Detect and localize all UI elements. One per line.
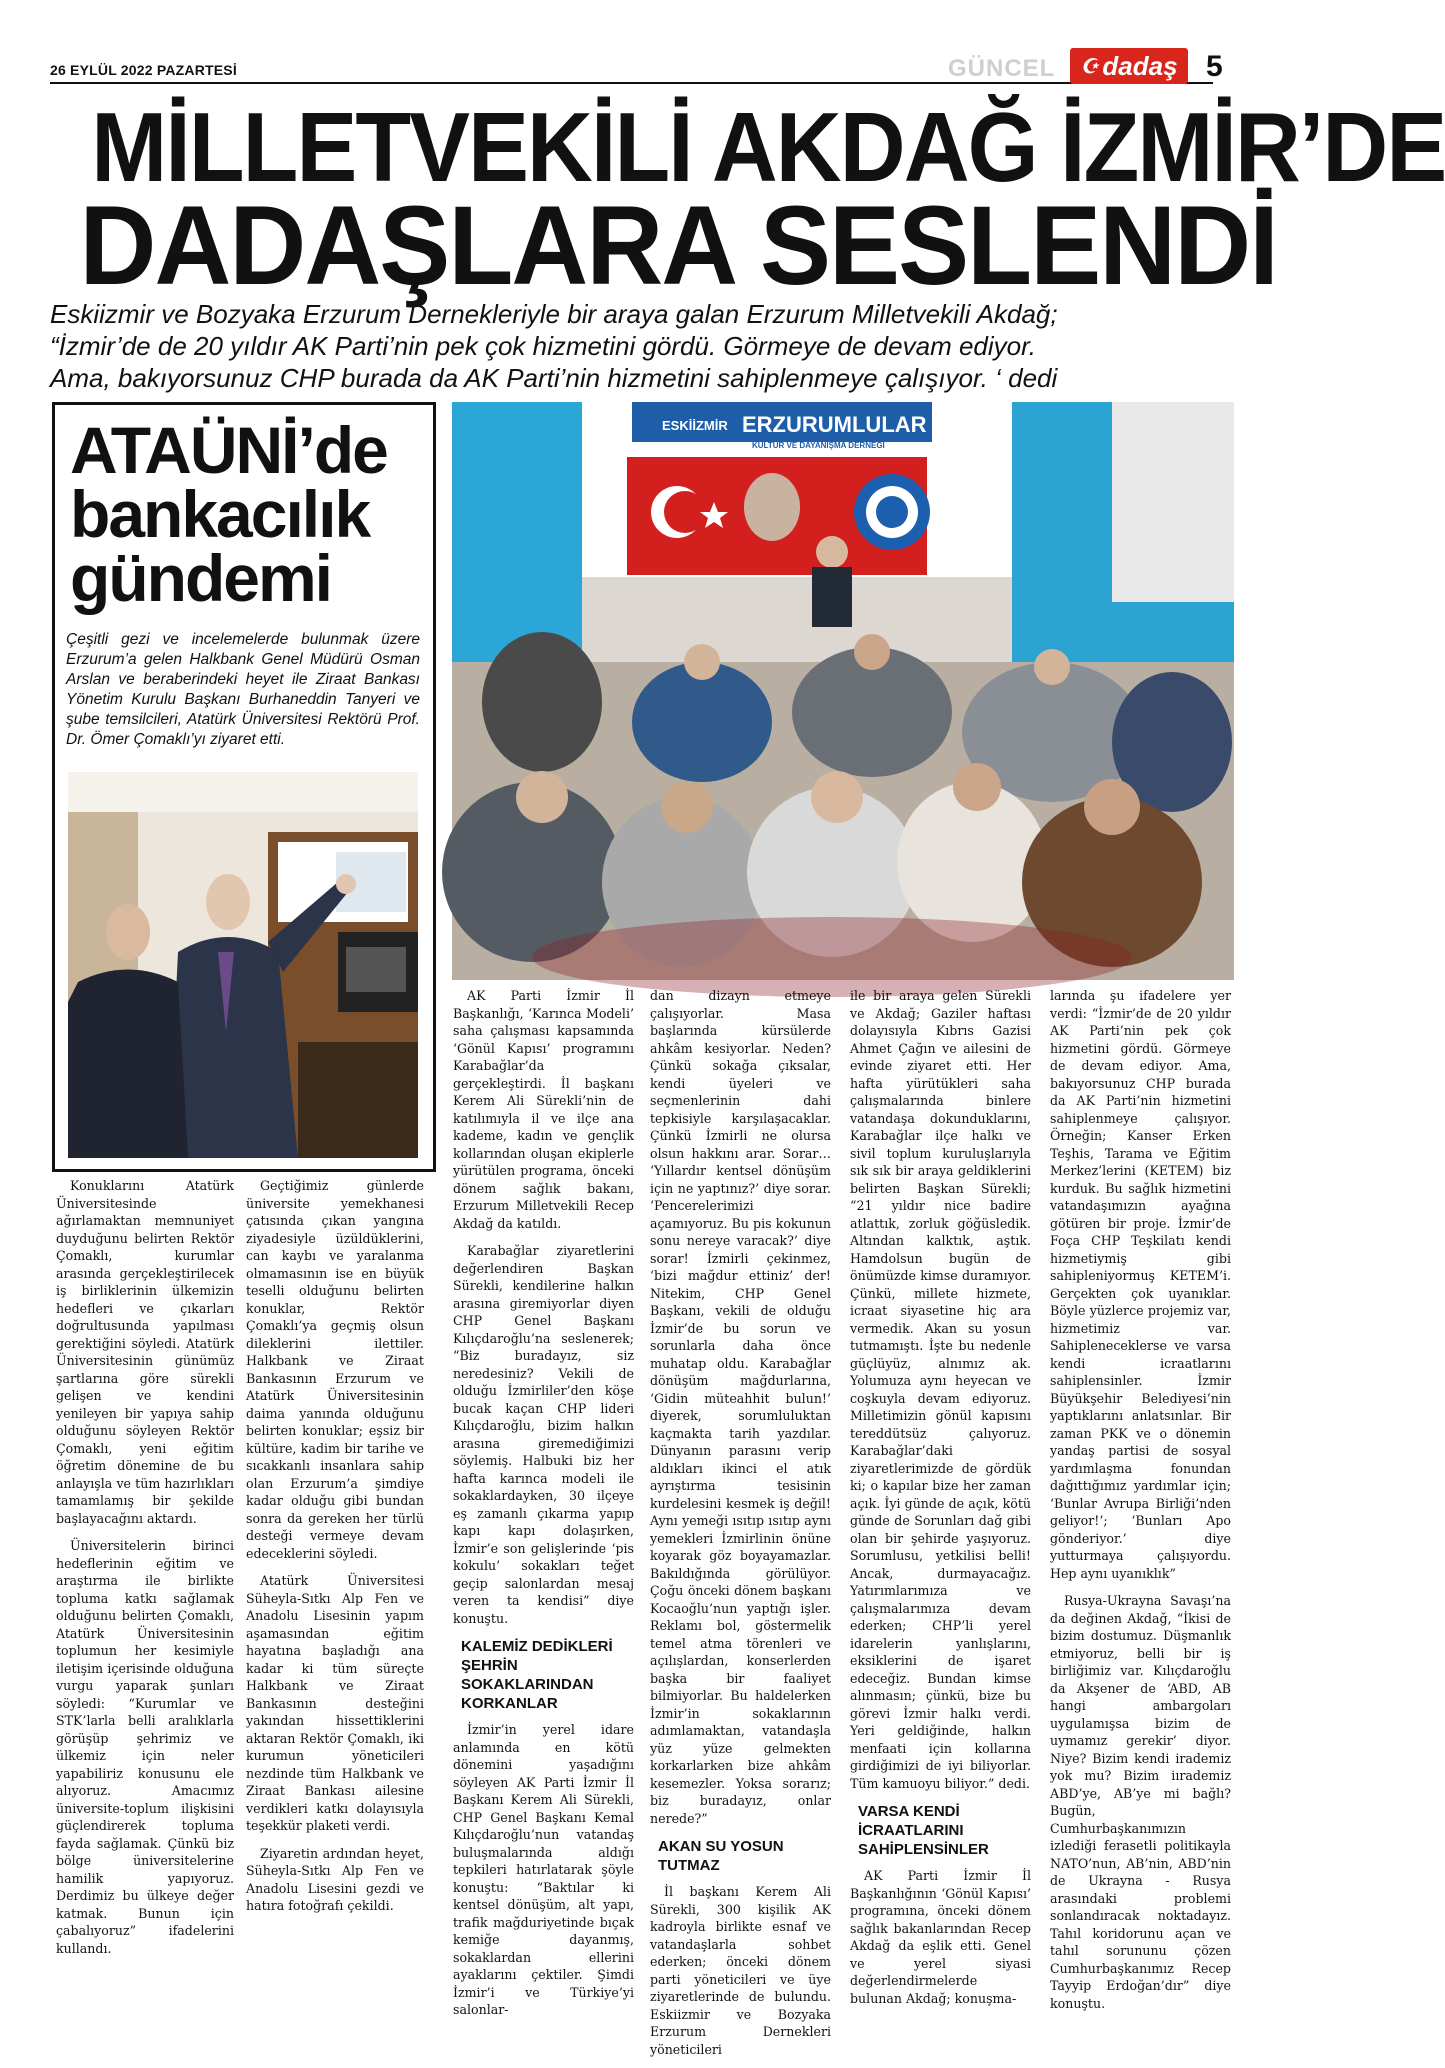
logo-text: dadaş — [1102, 50, 1178, 81]
paragraph: Ziyaretin ardından heyet, Süheyla-Sıtkı Alp Fen ve Anadolu Lisesini gezdi ve hatıra fotoğrafı çekildi. — [246, 1845, 424, 1913]
paragraph: Atatürk Üniversitesi Süheyla-Sıtkı Alp Fen ve Anadolu Lisesinin yapım aşamasından eğitim hayatına başladığı ana kadar ki tüm süreçte Halkbank ve Ziraat Bankasının desteğini yakından hissettiklerini aktaran Rektör Çomaklı, iki kurumun yöneticileri nezdinde tüm Halkbank ve Ziraat Bankası ailesine verdikleri katkı dolayısıyla teşekkür plaketi verdi. — [246, 1573, 424, 1833]
spot-line-1: Eskiizmir ve Bozyaka Erzurum Dernekleriyle bir araya galan Erzurum Milletvekili Akdağ; — [50, 299, 1058, 329]
paragraph: Geçtiğimiz günlerde üniversite yemekhanesi çatısında çıkan yangına ziyadesiyle üzüldüklerini, can kaybı ve yaralanma olmamasının ise en büyük teselli olduğunu belirten konuklar, Rektör Çomaklı’ya geçmiş olsun dileklerini ilettiler. Halkbank ve Ziraat Bankasının Erzurum ve Atatürk Üniversitesinin daima yanında olduğunu belirten konuklar; eşsiz bir kültüre, kadim bir tarihe ve sıcakkanlı insanlara sahip olan Erzurum’a şimdiye kadar olduğu gibi bundan sonra da gereken her türlü desteği vermeye devam edeceklerini söyledi. — [246, 1178, 424, 1561]
crescent-star-icon: ☪ — [1080, 55, 1099, 78]
paragraph: İzmir’in yerel idare anlamında en kötü dönemini yaşadığını söyleyen AK Parti İzmir İl Başkanı Kerem Ali Sürekli, CHP Genel Başkanı Kemal Kılıçdaroğlu’nun vatandaş buluşmalarında aldığı tepkileri hatırlatarak şöyle konuştu: “Baktılar ki kentsel dönüşüm, alt yapı, trafik mağduriyetinde bıçak kemiğe dayanmış, sokaklardan ellerini ayaklarını çektiler. Şimdi İzmir’i ve Türkiye’yi salonlar- — [453, 1722, 634, 2017]
spot-line-3: Ama, bakıyorsunuz CHP burada da AK Parti’nin hizmetini sahiplenmeye çalışıyor. ‘ dedi — [50, 363, 1058, 393]
paragraph: AK Parti İzmir İl Başkanlığının ‘Gönül Kapısı’ programına, önceki dönem sağlık bakanlarından Recep Akdağ da eşlik etti. Genel ve yerel siyasi değerlendirmelerde bulunan Akdağ; konuşma- — [850, 1868, 1031, 2006]
paragraph: larında şu ifadelere yer verdi: “İzmir’de de 20 yıldır AK Parti’nin pek çok hizmetini gördü. Görmeye de devam ediyor. Ama, bakıyorsunuz CHP burada da AK Parti’nin hizmetini sahiplenmeye çalışıyor. Örneğin; Kanser Erken Teşhis, Tarama ve Eğitim Merkez’lerini (KETEM) biz kurduk. Bu sağlık hizmetini vatandaşımızın ayağına götüren bir proje. İzmir’de Foça CHP Teşkilatı kendi hizmetiymiş gibi sahipleniyormuş KETEM’i. Gerçekten çok uyanıklar. Böyle yüzlerce projemiz var, hizmetimiz var. Sahipleneceklerse ve varsa kendi icraatlarını sahiplensinler. İzmir Büyükşehir Belediyesi’nin yaptıklarını anlatsınlar. Bir zaman PKK ve o dönemin yandaş partisi de sosyal yardımlaşma fonundan dağıttığımız yardımlar için; ‘Bunlar Avrupa Birliği’nden geliyor!’; ‘Bunları Apo gönderiyor.’ diye yutturmaya çalışıyordu. Hep aynı uyanıklık” — [1050, 988, 1231, 1581]
headline-line-2: DADAŞLARA SESLENDİ — [79, 183, 1277, 308]
banner-title-text: ERZURUMLULAR — [742, 412, 927, 437]
paragraph: İl başkanı Kerem Ali Sürekli, 300 kişilik AK kadroyla birlikte esnaf ve vatandaşlarla sohbet ederken; önceki dönem parti yöneticileri ve üye ziyaretlerinde de bulundu. Eskiizmir ve Bozyaka Erzurum Dernekleri yöneticileri — [650, 1884, 831, 2057]
section-label: GÜNCEL — [948, 55, 1056, 82]
sidebar-lead: Çeşitli gezi ve incelemelerde bulunmak üzere Erzurum’a gelen Halkbank Genel Müdürü Osman Arslan ve beraberindeki heyet ile Ziraat Bankası Yönetim Kurulu Başkanı Burhaneddin Tanyeri ve şube temsilcileri, Atatürk Üniversitesi Rektörü Prof. Dr. Ömer Çomaklı’yı ziyaret etti. — [66, 631, 420, 748]
paragraph: Karabağlar ziyaretlerini değerlendiren Başkan Sürekli, kendilerine halkın arasına giremiyorlar diyen CHP Genel Başkanı Kılıçdaroğlu’na seslenerek; “Biz buradayız, siz neredesiniz? Vekili de olduğu İzmirliler’den köşe bucak kaçan CHP lideri Kılıçdaroğlu, bizim halkın arasına giremediğimizi söylemiş. Halbuki biz her hafta karınca modeli ile sokaklardayken, 30 ilçeye eş zamanlı çıkarma yapıp kapı kapı dolaşırken, İzmir’e son gelişlerinde ‘pis kokulu’ sokakları teğet geçip salonlardan mesaj veren ta kendisi” diye konuştu. — [453, 1243, 634, 1626]
subheading: VARSA KENDİ İCRAATLARINI SAHİPLENSİNLER — [858, 1803, 989, 1858]
paragraph: Rusya-Ukrayna Savaşı’na da değinen Akdağ, “İkisi de bizim dostumuz. Düşmanlık etmiyoruz, belli bir iş birliğimiz var. Kılıçdaroğlu da Akşener de ‘ABD, AB hangi ambargoları uygulamışsa bizim de uymamız gerekir’ diyor. Niye? Bizim kendi irademiz yok mu? Bizim iırademiz ABD’ye, AB’ye mi bağlı? Bugün, Cumhurbaşkanımızın izlediği ferasetli politikayla NATO’nun, AB’nin, ABD’nin de Ukrayna - Rusya arasındaki problemi sonlandıracak noktadayız. Tahıl koridorunu açan ve tahıl sorununu çözen Cumhurbaşkanımız Recep Tayyip Erdoğan’dır” diye konuştu. — [1050, 1593, 1231, 2011]
paragraph: Üniversitelerin birinci hedeflerinin eğitim ve araştırma ile birlikte topluma katkı sağlamak olduğunu belirten Çomaklı, Atatürk Üniversitesinin toplumun her kesimiyle iletişim içerisinde olduğuna vurgu yaparak şunları söyledi: “Kurumlar ve STK’larla belli aralıklarla görüşüp şehrimiz ve ülkemiz için neler yapabiliriz konusunu ele alıyoruz. Amacımız üniversite-toplum ilişkisini güçlendirerek topluma fayda sağlamak. Çünkü biz bölge üniversitelerine hamilik yapıyoruz. Derdimiz bu ülkeye değer katmak. Bunun için çabalıyoruz” ifadelerini kullandı. — [56, 1538, 234, 1956]
paragraph: ile bir araya gelen Sürekli ve Akdağ; Gaziler haftası dolayısıyla Kıbrıs Gazisi Ahmet Çağın ve ailesini de evinde ziyaret etti. Her hafta yürütükleri saha çalışmalarında binlere vatandaşa dokunduklarını, Karabağlar ilçe halkı ve sivil toplum kuruluşlarıyla sık sık bir araya geldiklerini belirten Başkan Sürekli; “21 yıldır nice badire atlattık, zorluk göğüsledik. Altından kalktık, aştık. Hamdolsun bugün de önümüzde kimse duramıyor. Çünkü, millete hizmete, icraat siyasetine hiç ara vermedik. Akan su yosun tutmamıştı. İşte bu nedenle güçlüyüz, alnımız ak. Yolumuza aynı heyecan ve coşkuyla devam ediyoruz. Milletimizin gönül kapısını tereddütsüz çalıyoruz. Karabağlar’daki ziyaretlerimizde de gördük ki; o kapılar bize her zaman açık. İyi günde de açık, kötü günde de Sorunları dağ gibi olan bir şehirde yaşıyoruz. Sorumlusu, yetkilisi belli! Ancak, durmayacağız. Yatırımlarımıza ve çalışmalarımıza devam ederken; CHP’li yerel idarelerin yanlışlarını, eksiklerini de işaret edeceğiz. Bundan kimse alınmasın; çünkü, bize bu görevi İzmir halkı verdi. Yeri geldiğinde, halkın menfaati için kollarına girdiğimizi de iyi biliyorlar. Tüm kamuoyu biliyor.” dedi. — [850, 988, 1031, 1791]
headline-line-1: MİLLETVEKİLİ AKDAĞ İZMİR’DE — [91, 92, 1445, 202]
paragraph: Konuklarını Atatürk Üniversitesinde ağırlamaktan memnuniyet duyduğunu belirten Rektör Çomaklı, kurumlar arasında gerçekleştirilecek iş birliklerinin ülkemizin hedefleri ve çıkarları doğrultusunda yapılması gerektiğini söyledi. Atatürk Üniversitesinin günümüz şartlarına göre sürekli gelişen ve kendini yenileyen bir yapıya sahip olduğunu söyleyen Rektör Çomaklı, yeni eğitim öğretim dönemine de bu anlayışla ve tüm hazırlıkları tamamlamış bir şekilde başlayacağını aktardı. — [56, 1178, 234, 1526]
paragraph: AK Parti İzmir İl Başkanlığı, ‘Karınca Modeli’ saha çalışması kapsamında ‘Gönül Kapısı’ programını Karabağlar’da gerçekleştirdi. İl başkanı Kerem Ali Sürekli’nin de katılımıyla il ve ilçe ana kademe, kadın ve gençlik kollarından oluşan ekiplerle yürütülen programa, önceki dönem sağlık bakanı, Erzurum Milletvekili Recep Akdağ da katıldı. — [453, 988, 634, 1231]
article-column-1 — [56, 1177, 234, 1967]
issue-date: 26 EYLÜL 2022 PAZARTESİ — [50, 62, 237, 78]
article-column-3 — [453, 987, 634, 2029]
newspaper-logo[interactable] — [1070, 48, 1188, 84]
subheading: KALEMİZ DEDİKLERİ ŞEHRİN SOKAKLARINDAN KORKANLAR — [461, 1638, 613, 1712]
page-number: 5 — [1206, 50, 1223, 83]
paragraph: dan dizayn etmeye çalışıyorlar. Masa başlarında kürsülerde ahkâm kesiyorlar. Neden? Çünkü sokağa çıksalar, kendi üyeleri ve seçmenlerinin dahi tepkisiyle karşılaşacaklar. Çünkü İzmirli ne olursa olsun hakkını arar. Sorar… ‘Yıllardır kentsel dönüşüm için ne yaptınız?’ diye sorar. ‘Pencerelerimizi açamıyoruz. Bu pis kokunun sonu nereye varacak?’ diye sorar! İzmirli çekinmez, ‘bizi mağdur ettiniz’ der! Nitekim, CHP Genel Başkanı, vekili de olduğu İzmir’de bu sorun ve sorunlarla daha önce muhatap oldu. Karabağlar dönüşüm mağdurlarına, ‘Gidin müteahhit bulun!’ diyerek, sorumluluktan kaçmakta tarih yazdılar. Dünyanın parasını verip aldıkları ikinci el atık ayrıştırma tesisinin kurdelesini kesmek iş değil! Aynı yemeği ısıtıp ısıtıp aynı yemekleri İzmirlinin önüne koyarak göz boyayamazlar. Bakıldığında görülüyor. Çoğu önceki dönem başkanı Kocaoğlu’nun yaptığı işler. Reklamı bol, göstermelik temel atma törenleri ve açılışlardan, konserlerden başka bir faaliyet bilmiyorlar. Bu haldelerken İzmir’in sokaklarının adımlamaktan, vatandaşla yüz yüze gelmekten korkarlarken bize ahkâm kesemezler. Yoksa sorarız; biz buradayız, onlar nerede?” — [650, 988, 831, 1826]
main-photo — [452, 402, 1234, 980]
article-column-5 — [850, 987, 1031, 2017]
article-column-6 — [1050, 987, 1231, 2022]
banner-small-text: ESKİİZMİR — [662, 418, 728, 433]
sidebar-photo — [68, 772, 418, 1158]
sidebar-title: ATAÜNİ’de bankacılık gündemi — [70, 413, 387, 615]
article-column-2 — [246, 1177, 424, 1925]
spot-line-2: “İzmir’de de 20 yıldır AK Parti’nin pek çok hizmetini gördü. Görmeye de devam ediyor. — [50, 331, 1037, 361]
article-column-4 — [650, 987, 831, 2068]
subheading: AKAN SU YOSUN TUTMAZ — [658, 1838, 784, 1874]
banner-sub-text: KÜLTÜR VE DAYANIŞMA DERNEĞİ — [752, 441, 885, 450]
